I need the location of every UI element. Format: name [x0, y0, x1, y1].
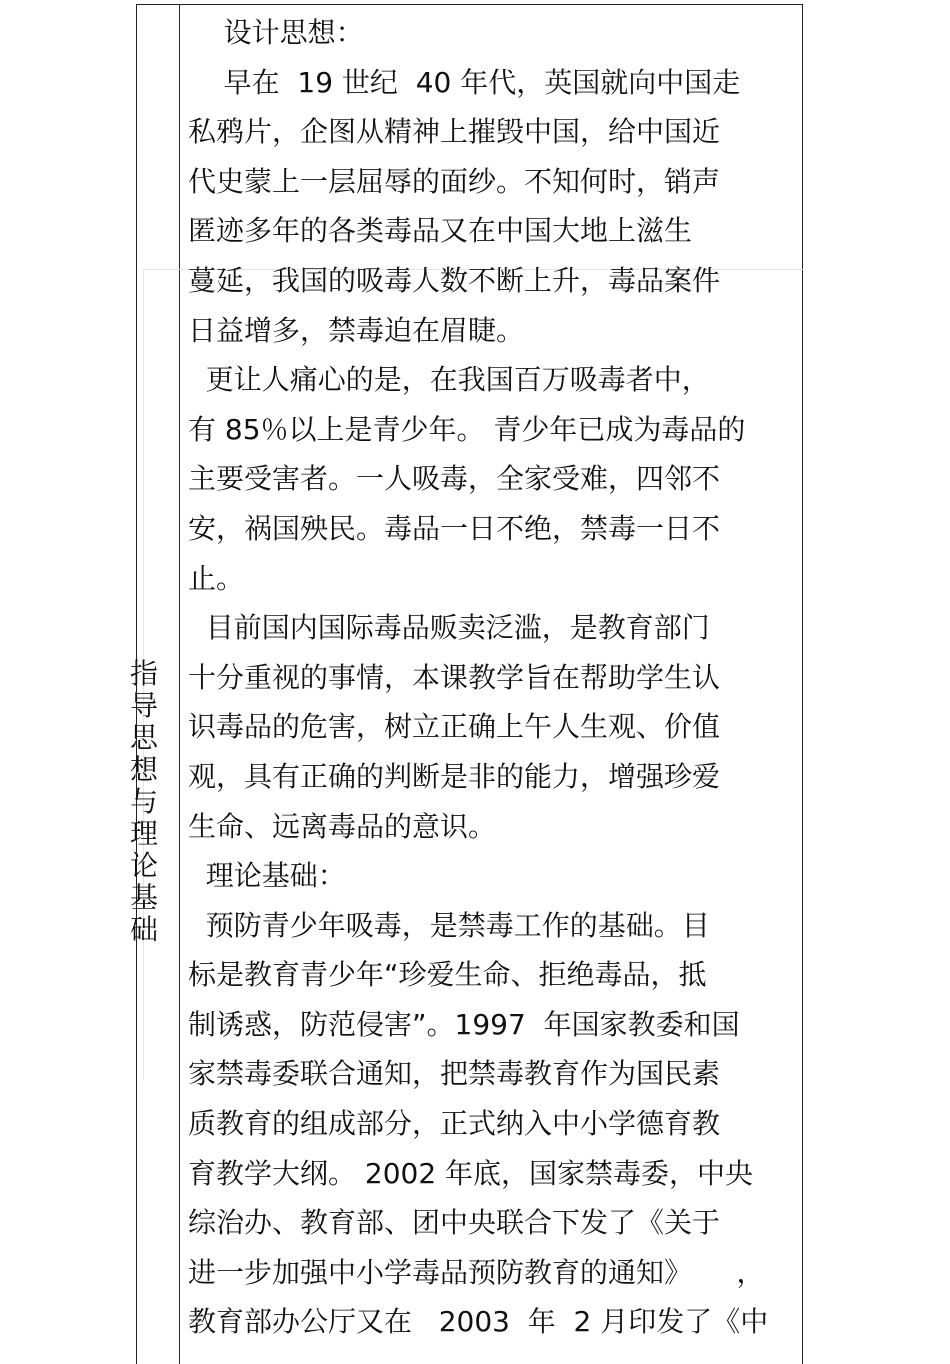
text-line: 安，祸国殃民。毒品一日不绝，禁毒一日不: [188, 511, 721, 545]
side-label-char: 与: [129, 785, 158, 818]
side-label-char: 础: [129, 913, 158, 946]
body-text: [188, 8, 788, 1347]
side-label-char: 理: [129, 817, 158, 850]
text-line: 日益增多，禁毒迫在眉睫。: [188, 313, 525, 347]
text-line: 设计思想：: [188, 16, 364, 49]
text-line: 更让人痛心的是，在我国百万吸毒者中，: [188, 363, 710, 397]
text-line: 十分重视的事情，本课教学旨在帮助学生认: [188, 660, 721, 694]
text-line: 制诱惑，防范侵害”。1997 年国家教委和国: [188, 1007, 740, 1041]
text-line: 理论基础：: [188, 859, 346, 893]
text-line: 家禁毒委联合通知，把禁毒教育作为国民素: [188, 1057, 721, 1091]
text-line: 私鸦片，企图从精神上摧毁中国，给中国近: [188, 115, 721, 149]
text-line: 识毒品的危害，树立正确上午人生观、价值: [188, 710, 721, 744]
text-line: 观，具有正确的判断是非的能力，增强珍爱: [188, 759, 721, 793]
text-line: 育教学大纲。 2002 年底，国家禁毒委，中央: [188, 1156, 754, 1190]
text-line: 早在 19 世纪 40 年代，英国就向中国走: [188, 65, 741, 99]
text-line: 代史蒙上一层屈辱的面纱。不知何时，销声: [188, 164, 721, 198]
text-line: 生命、远离毒品的意识。: [188, 809, 497, 843]
text-line: 蔓延，我国的吸毒人数不断上升，毒品案件: [188, 263, 721, 297]
side-label-char: 思: [129, 721, 158, 754]
column-divider: [179, 4, 180, 1364]
side-label-char: 指: [129, 657, 158, 690]
row-header-guiding-thought: [126, 658, 162, 946]
text-line: 预防青少年吸毒，是禁毒工作的基础。目: [188, 908, 710, 942]
side-label-char: 论: [129, 849, 158, 882]
side-label-char: 基: [129, 881, 158, 914]
text-line: 匿迹多年的各类毒品又在中国大地上滋生: [188, 214, 693, 248]
text-line: 质教育的组成部分，正式纳入中小学德育教: [188, 1107, 721, 1141]
text-line: 止。: [188, 561, 245, 595]
text-line: 标是教育青少年“珍爱生命、拒绝毒品，抵: [188, 958, 707, 992]
text-line: 教育部办公厅又在 2003 年 2 月印发了《中: [188, 1305, 769, 1339]
text-line: 进一步加强中小学毒品预防教育的通知》 ，: [188, 1255, 765, 1289]
side-label-char: 导: [129, 689, 158, 722]
side-label-char: 想: [129, 753, 158, 786]
text-line: 目前国内国际毒品贩卖泛滥，是教育部门: [188, 611, 710, 645]
text-line: 综治办、教育部、团中央联合下发了《关于: [188, 1206, 721, 1240]
text-line: 主要受害者。一人吸毒，全家受难，四邻不: [188, 462, 721, 496]
text-line: 有 85％以上是青少年。 青少年已成为毒品的: [188, 412, 746, 446]
